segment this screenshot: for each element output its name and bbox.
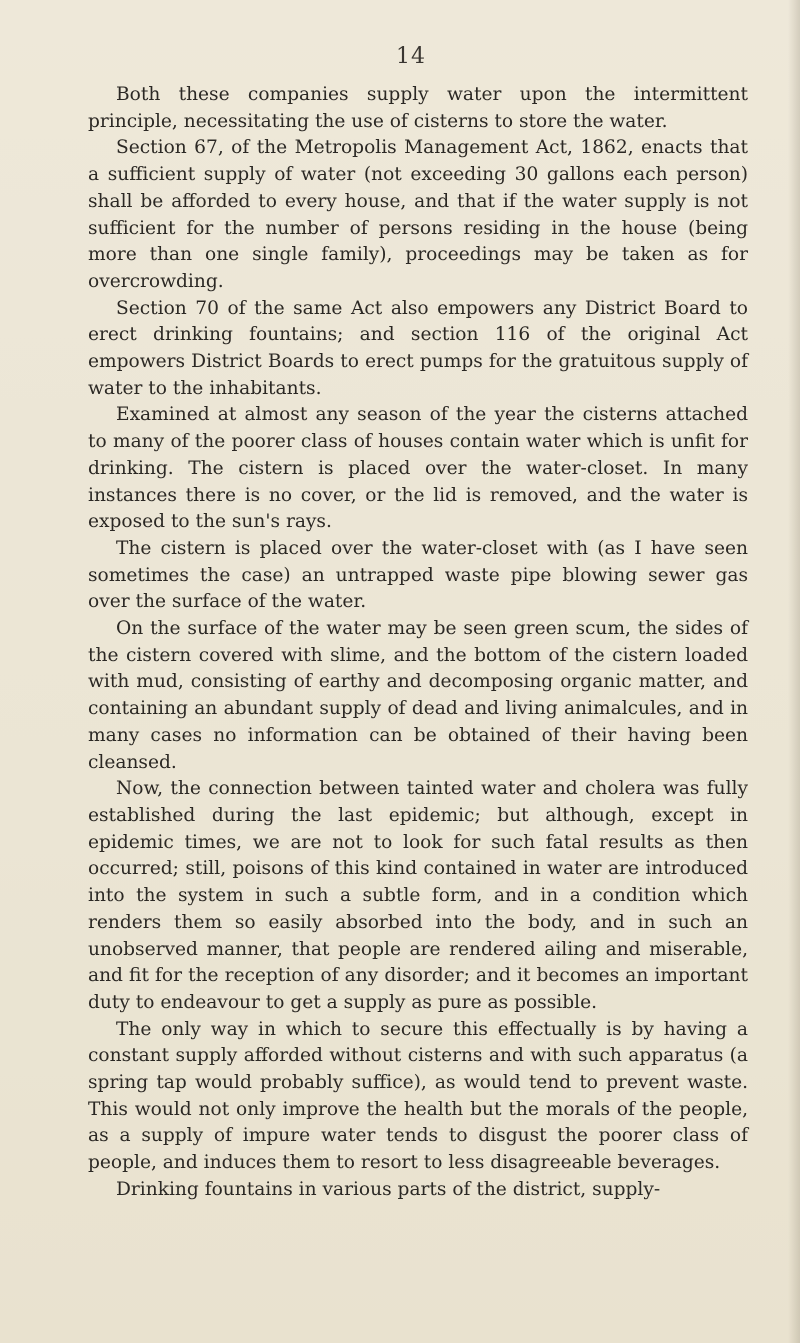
paragraph-1: Both these companies supply water upon the intermittent principle, necessitating the use of cisterns to store the water. <box>88 84 748 132</box>
paragraph-3: Section 70 of the same Act also empowers any District Board to erect drinking fountains; and section 116 of the original Act empowers District Boards to erect pumps for the gratuitous supply of water to the inhabitants. <box>88 297 748 399</box>
page-number: 14 <box>396 44 426 69</box>
paragraph-6: On the surface of the water may be seen green scum, the sides of the cistern covered with slime, and the bottom of the cistern loaded with mud, consisting of earthy and decomposing organic matter, and containing an abundant supply of dead and living animalcules, and in many cases no information can be obtained of their having been cleansed. <box>88 618 748 773</box>
page-edge-shadow <box>788 0 800 1343</box>
paragraph-5: The cistern is placed over the water-closet with (as I have seen sometimes the case) an untrapped waste pipe blowing sewer gas over the surface of the water. <box>88 537 748 613</box>
paragraph-7: Now, the connection between tainted water and cholera was fully established during the last epidemic; but although, except in epidemic times, we are not to look for such fatal results as then occurred; still, poisons of this kind contained in water are introduced into the system in such a subtle form, and in a condition which renders them so easily absorbed into the body, and in such an unobserved manner, that people are rendered ailing and miserable, and fit for the reception of any disorder; and it becomes an important duty to endeavour to get a supply as pure as possible. <box>88 778 748 1013</box>
paragraph-8: The only way in which to secure this effectually is by having a constant supply afforded without cisterns and with such apparatus (a spring tap would probably suffice), as would tend to prevent waste. This would not only improve the health but the morals of the people, as a supply of impure water tends to disgust the poorer class of people, and induces them to resort to less disagreeable beverages. <box>88 1018 748 1174</box>
paragraph-4: Examined at almost any season of the year the cisterns attached to many of the poorer class of houses contain water which is unfit for drinking. The cistern is placed over the water-closet. In many instances there is no cover, or the lid is removed, and the water is exposed to the sun's rays. <box>88 404 748 533</box>
paragraph-9: Drinking fountains in various parts of the district, supply- <box>116 1178 661 1200</box>
body-text <box>88 82 748 1204</box>
paragraph-2: Section 67, of the Metropolis Management Act, 1862, enacts that a sufficient supply of water (not exceeding 30 gallons each person) shall be afforded to every house, and that if the water supply is not sufficient for the number of persons residing in the house (being more than one single family), proceedings may be taken as for overcrowding. <box>88 137 748 292</box>
